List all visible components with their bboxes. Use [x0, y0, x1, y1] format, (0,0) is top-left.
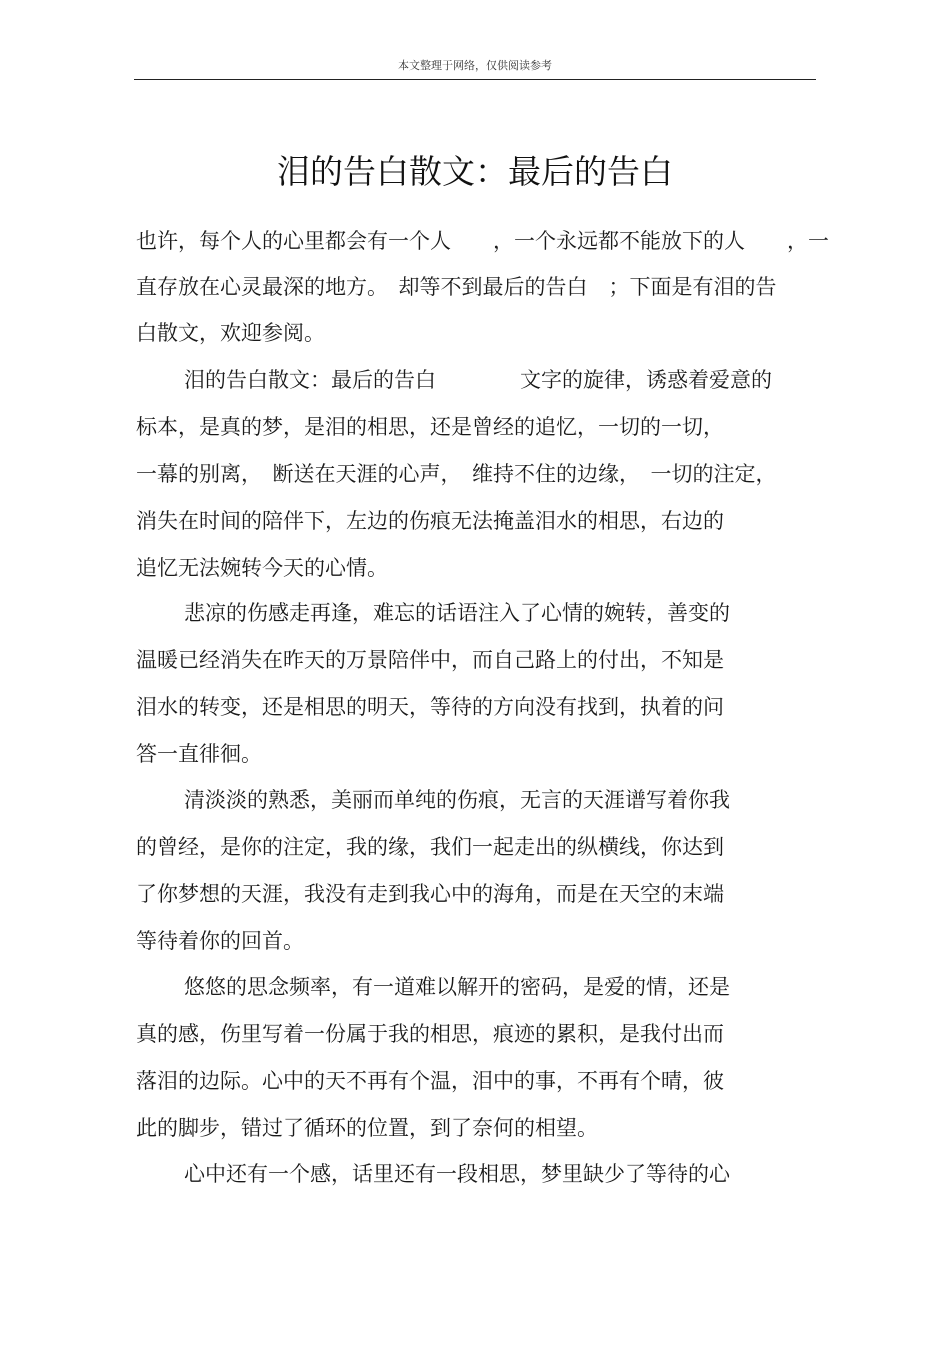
body-line: 消失在时间的陪伴下，左边的伤痕无法掩盖泪水的相思，右边的 [136, 509, 724, 533]
body-line: 白散文，欢迎参阅。 [136, 321, 325, 345]
document-title: 泪的告白散文：最后的告白 [277, 152, 673, 191]
body-line: 一幕的别离， 断送在天涯的心声， 维持不住的边缘， 一切的注定， [136, 462, 777, 486]
body-line: 落泪的边际。心中的天不再有个温，泪中的事，不再有个晴，彼 [136, 1069, 724, 1093]
body-line: 等待着你的回首。 [136, 929, 304, 953]
body-line: 的曾经，是你的注定，我的缘，我们一起走出的纵横线，你达到 [136, 835, 724, 859]
body-line: 清淡淡的熟悉，美丽而单纯的伤痕，无言的天涯谱写着你我 [184, 788, 730, 812]
body-line: 悲凉的伤感走再逢，难忘的话语注入了心情的婉转，善变的 [184, 601, 730, 625]
body-line: 泪的告白散文：最后的告白 文字的旋律，诱惑着爱意的 [184, 368, 772, 392]
body-line: 答一直徘徊。 [136, 742, 262, 766]
header-divider [134, 79, 816, 80]
body-line: 此的脚步，错过了循环的位置，到了奈何的相望。 [136, 1116, 598, 1140]
body-line: 温暖已经消失在昨天的万景陪伴中，而自己路上的付出，不知是 [136, 648, 724, 672]
body-line: 直存放在心灵最深的地方。 却等不到最后的告白 ；下面是有泪的告 [136, 275, 777, 299]
body-line: 悠悠的思念频率，有一道难以解开的密码，是爱的情，还是 [184, 975, 730, 999]
body-line: 标本，是真的梦，是泪的相思，还是曾经的追忆，一切的一切， [136, 415, 724, 439]
body-line: 追忆无法婉转今天的心情。 [136, 556, 388, 580]
body-line: 真的感，伤里写着一份属于我的相思，痕迹的累积，是我付出而 [136, 1022, 724, 1046]
body-line: 心中还有一个感，话里还有一段相思，梦里缺少了等待的心 [184, 1162, 730, 1186]
body-line: 也许，每个人的心里都会有一个人 ，一个永远都不能放下的人 ，一 [136, 229, 829, 253]
body-line: 了你梦想的天涯，我没有走到我心中的海角，而是在天空的末端 [136, 882, 724, 906]
page-header: 本文整理于网络，仅供阅读参考 [398, 59, 552, 72]
body-line: 泪水的转变，还是相思的明天，等待的方向没有找到，执着的问 [136, 695, 724, 719]
